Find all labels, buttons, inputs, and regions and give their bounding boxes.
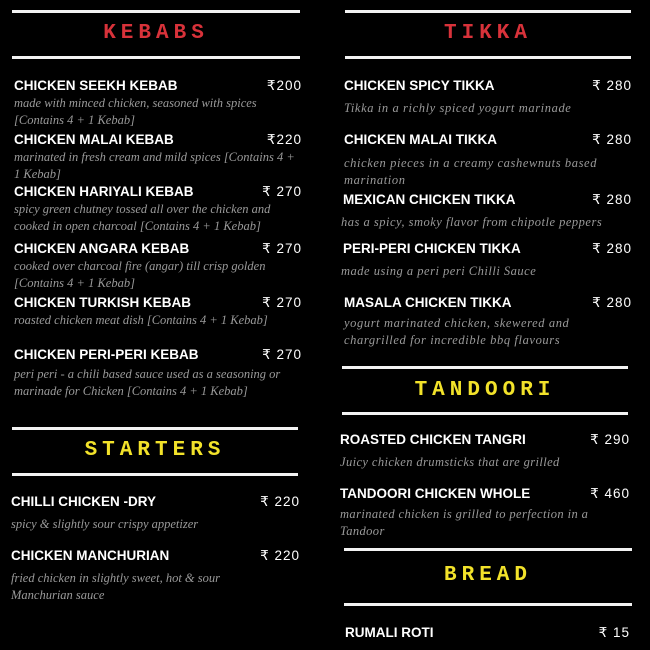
item-price: ₹ 270	[262, 347, 302, 362]
divider	[344, 548, 632, 551]
item-desc: made using a peri peri Chilli Sauce	[341, 264, 537, 278]
section-title-tandoori: TANDOORI	[414, 379, 556, 402]
item-price: ₹ 280	[592, 132, 632, 147]
item-desc: Tikka in a richly spiced yogurt marinade	[344, 101, 572, 115]
item-desc: spicy green chutney tossed all over the chicken and cooked in open charcoal [Contains 4 + 1 Kebab]	[14, 202, 271, 233]
section-title-tikka: TIKKA	[443, 22, 532, 45]
item-desc: roasted chicken meat dish [Contains 4 + 1 Kebab]	[14, 313, 268, 327]
item-price: ₹ 220	[260, 494, 300, 509]
item-price: ₹ 270	[262, 184, 302, 199]
item-price: ₹ 280	[592, 241, 632, 256]
divider	[342, 366, 628, 369]
item-name: RUMALI ROTI	[345, 625, 434, 640]
item-price: ₹ 460	[590, 486, 630, 501]
item-desc: marinated in fresh cream and mild spices [Contains 4 + 1 Kebab]	[14, 150, 295, 181]
item-desc: made with minced chicken, seasoned with spices [Contains 4 + 1 Kebab]	[14, 96, 257, 127]
item-price: ₹ 270	[262, 241, 302, 256]
item-price: ₹200	[266, 78, 302, 93]
item-desc: spicy & slightly sour crispy appetizer	[11, 517, 199, 531]
item-price: ₹ 15	[598, 625, 630, 640]
item-desc: peri peri - a chili based sauce used as a seasoning or marinade for Chicken [Contains 4 + 1 Kebab]	[14, 367, 281, 398]
item-name: MEXICAN CHICKEN TIKKA	[343, 192, 516, 207]
item-name: CHICKEN MANCHURIAN	[11, 548, 170, 563]
item-name: CHICKEN MALAI TIKKA	[344, 132, 497, 147]
item-desc: cooked over charcoal fire (angar) till crisp golden [Contains 4 + 1 Kebab]	[14, 259, 266, 290]
divider	[345, 10, 631, 13]
item-desc: fried chicken in slightly sweet, hot & sour Manchurian sauce	[11, 571, 220, 602]
item-name: CHICKEN PERI-PERI KEBAB	[14, 347, 199, 362]
item-price: ₹ 270	[262, 295, 302, 310]
item-name: ROASTED CHICKEN TANGRI	[340, 432, 526, 447]
section-title-starters: STARTERS	[84, 439, 226, 462]
item-name: CHICKEN HARIYALI KEBAB	[14, 184, 194, 199]
item-name: CHICKEN ANGARA KEBAB	[14, 241, 190, 256]
divider	[344, 603, 632, 606]
item-name: CHILLI CHICKEN -DRY	[11, 494, 156, 509]
item-price: ₹ 280	[592, 78, 632, 93]
item-name: PERI-PERI CHICKEN TIKKA	[343, 241, 521, 256]
item-price: ₹ 220	[260, 548, 300, 563]
section-title-bread: BREAD	[443, 564, 532, 587]
item-desc: yogurt marinated chicken, skewered and chargrilled for incredible bbq flavours	[344, 316, 570, 347]
item-price: ₹220	[266, 132, 302, 147]
item-desc: marinated chicken is grilled to perfection in a Tandoor	[340, 507, 589, 538]
item-name: CHICKEN SEEKH KEBAB	[14, 78, 178, 93]
item-desc: chicken pieces in a creamy cashewnuts based marination	[344, 156, 598, 187]
item-name: TANDOORI CHICKEN WHOLE	[340, 486, 531, 501]
divider	[12, 10, 300, 13]
divider	[345, 56, 631, 59]
divider	[12, 473, 298, 476]
divider	[12, 427, 298, 430]
item-price: ₹ 280	[592, 192, 632, 207]
item-name: MASALA CHICKEN TIKKA	[344, 295, 512, 310]
item-desc: has a spicy, smoky flavor from chipotle peppers	[341, 215, 603, 229]
item-price: ₹ 290	[590, 432, 630, 447]
item-name: CHICKEN TURKISH KEBAB	[14, 295, 192, 310]
item-name: CHICKEN MALAI KEBAB	[14, 132, 174, 147]
section-title-kebabs: KEBABS	[103, 22, 209, 45]
divider	[12, 56, 300, 59]
divider	[342, 412, 628, 415]
item-name: CHICKEN SPICY TIKKA	[344, 78, 495, 93]
item-desc: Juicy chicken drumsticks that are grilled	[340, 455, 560, 469]
item-price: ₹ 280	[592, 295, 632, 310]
